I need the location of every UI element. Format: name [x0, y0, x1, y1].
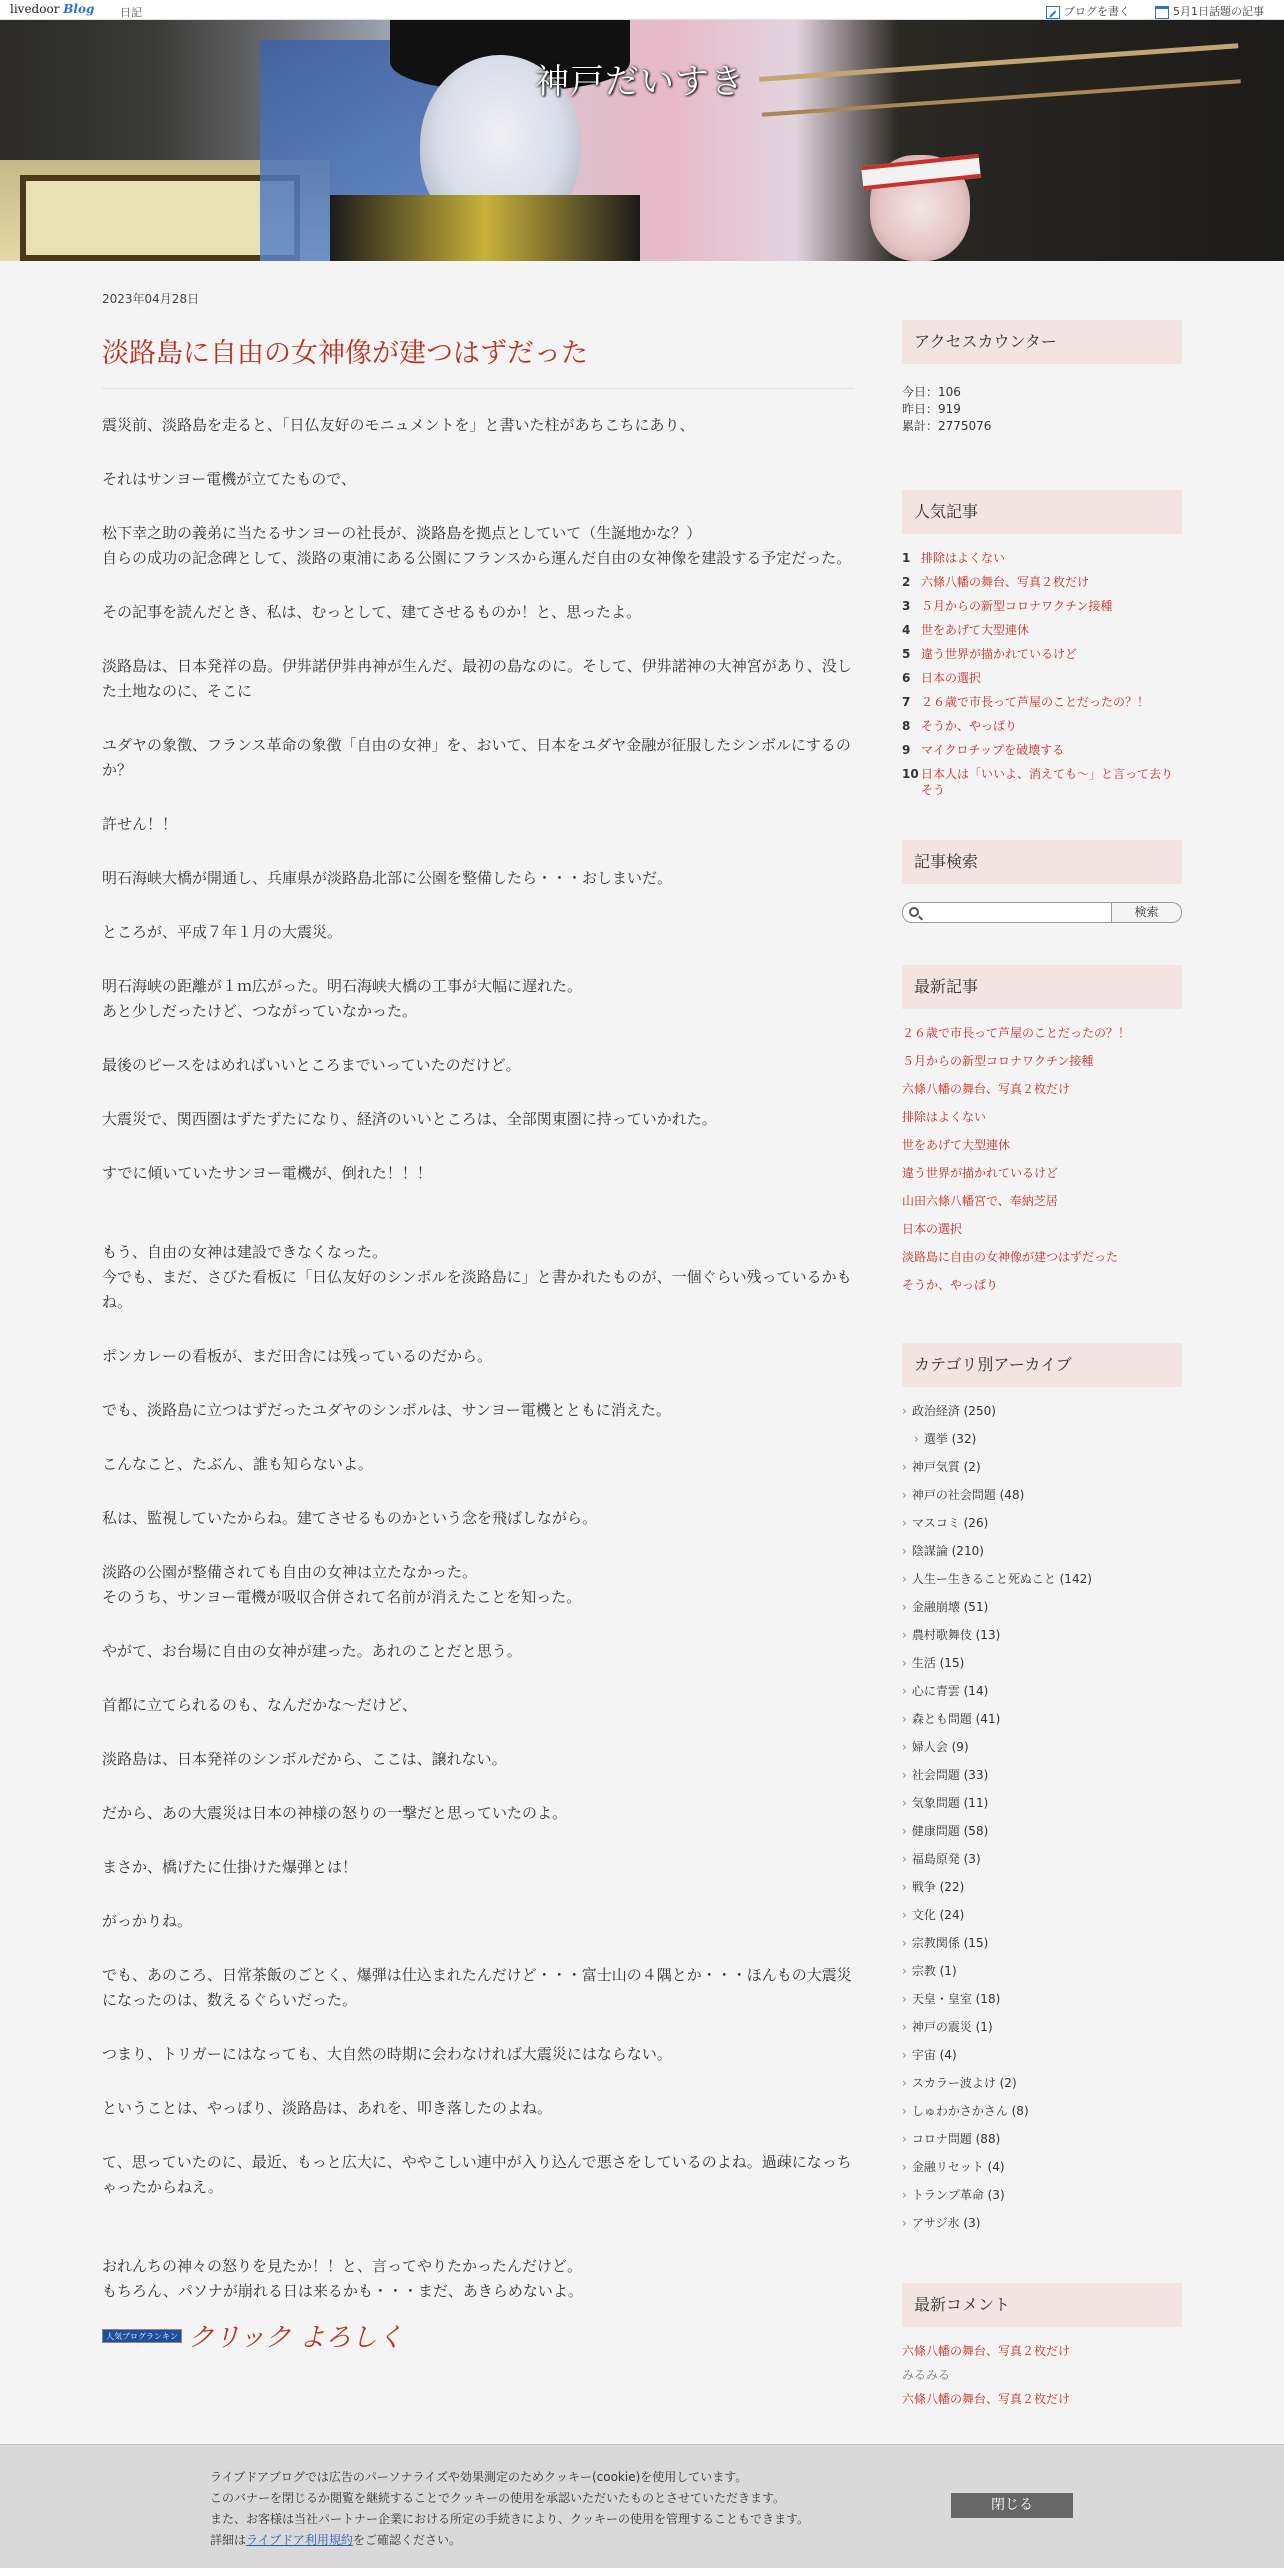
counter-today: 今日：106: [902, 385, 961, 399]
post-line: やがて、お台場に自由の女神が建った。あれのことだと思う。: [102, 1642, 522, 1660]
post-line: もう、自由の女神は建設できなくなった。: [102, 1243, 388, 1261]
post-paragraph: [102, 600, 854, 625]
search-icon: [909, 907, 919, 917]
post-line: 今でも、まだ、さびた看板に「日仏友好のシンボルを淡路島に」と書かれたものが、一個ぐらい残っているかもね。: [102, 1268, 852, 1311]
category-link[interactable]: › 人生ー生きること死ぬこと (142): [902, 1571, 1182, 1599]
latest-item-link[interactable]: 違う世界が描かれているけど: [902, 1166, 1059, 1180]
access-counter-title: アクセスカウンター: [902, 320, 1182, 364]
blog-header: [0, 20, 1284, 261]
rank-number: 6: [902, 671, 911, 685]
blog-title[interactable]: 神戸だいすき: [535, 62, 745, 102]
category-link[interactable]: › 農村歌舞伎 (13): [902, 1627, 1182, 1655]
counter-yesterday: 昨日：919: [902, 402, 961, 416]
popular-item-link[interactable]: そうか、やっぱり: [921, 719, 1018, 733]
latest-item-link[interactable]: 淡路島に自由の女神像が建つはずだった: [902, 1250, 1119, 1264]
post-paragraph: [102, 1398, 854, 1423]
post-paragraph: [102, 1452, 854, 1477]
category-link[interactable]: › アサジ氷 (3): [902, 2215, 1182, 2243]
post-paragraph: [102, 1240, 854, 1315]
post-line: おれんちの神々の怒りを見たか！！と、言ってやりたかったんだけど。: [102, 2257, 583, 2275]
comment-post-link-2[interactable]: 六條八幡の舞台、写真２枚だけ: [902, 2392, 1071, 2406]
post-line: でも、あのころ、日常茶飯のごとく、爆弾は仕込まれたんだけど・・・富士山の４隅とか・・・ほんもの大震災になったのは、数えるぐらいだった。: [102, 1966, 852, 2009]
popular-item[interactable]: [902, 622, 1182, 638]
comment-user: みるみる: [902, 2368, 951, 2382]
livedoor-blog-logo[interactable]: livedoor Blog: [10, 2, 95, 16]
post-line: その記事を読んだとき、私は、むっとして、建てさせるものか！と、思ったよ。: [102, 603, 642, 621]
category-link[interactable]: › 心に青雲 (14): [902, 1683, 1182, 1711]
diary-link[interactable]: 日記: [120, 6, 142, 19]
popular-item-link[interactable]: ２６歳で市長って芦屋のことだったの？！: [921, 695, 1150, 709]
post-line: だから、あの大震災は日本の神様の怒りの一撃だと思っていたのよ。: [102, 1804, 568, 1822]
post-paragraph: [102, 1855, 854, 1880]
popular-item[interactable]: [902, 574, 1182, 590]
category-section: [902, 1343, 1182, 2243]
search-input[interactable]: [902, 902, 1112, 923]
cookie-line-3: また、お客様は当社パートナー企業における所定の手続きにより、クッキーの使用を管理することもできます。: [210, 2512, 810, 2526]
comments-title: 最新コメント: [902, 2283, 1182, 2327]
post-paragraph: [102, 654, 854, 704]
header-photo-robe: [330, 195, 640, 261]
category-link[interactable]: › 金融リセット (4): [902, 2159, 1182, 2187]
category-link[interactable]: › 神戸の震災 (1): [902, 2019, 1182, 2047]
post-line: つまり、トリガーにはなっても、大自然の時期に会わなければ大震災にはならない。: [102, 2045, 672, 2063]
cookie-line-4: 詳細はライブドア利用規約をご確認ください。: [210, 2533, 461, 2547]
calendar-icon: [1155, 6, 1169, 19]
popular-item[interactable]: [902, 550, 1182, 566]
post-line: 松下幸之助の義弟に当たるサンヨーの社長が、淡路島を拠点としていて（生誕地かな？）: [102, 524, 702, 542]
post-body: [102, 413, 854, 2304]
post-line: 淡路島は、日本発祥のシンボルだから、ここは、譲れない。: [102, 1750, 507, 1768]
category-link[interactable]: › しゅわかさかさん (8): [902, 2103, 1182, 2131]
search-button[interactable]: 検索: [1112, 902, 1182, 923]
post-paragraph: [102, 1693, 854, 1718]
post-paragraph: [102, 1801, 854, 1826]
rank-number: 10: [902, 767, 919, 781]
latest-item-link[interactable]: 世をあげて大型連休: [902, 1138, 1011, 1152]
top-bar: [0, 0, 1284, 20]
write-blog-link[interactable]: ブログを書く: [1046, 3, 1130, 19]
header-photo-poles: [759, 43, 1241, 116]
ranking-badge[interactable]: 人気ブログランキング: [102, 2329, 182, 2343]
category-link[interactable]: › 福島原発 (3): [902, 1851, 1182, 1879]
latest-item-link[interactable]: 日本の選択: [902, 1222, 963, 1236]
post-paragraph: [102, 1639, 854, 1664]
popular-item-link[interactable]: 日本人は「いいよ、消えても～」と言って去りそう: [921, 767, 1174, 797]
category-link[interactable]: › 健康問題 (58): [902, 1823, 1182, 1851]
post-paragraph: [102, 521, 854, 571]
latest-item-link[interactable]: 山田六條八幡宮で、奉納芝居: [902, 1194, 1058, 1208]
popular-item-link[interactable]: 違う世界が描かれているけど: [921, 647, 1078, 661]
post-line: あと少しだったけど、つながっていなかった。: [102, 1002, 418, 1020]
rank-number: 7: [902, 695, 911, 709]
category-list: [902, 1403, 1182, 2243]
latest-item-link[interactable]: ５月からの新型コロナワクチン接種: [902, 1054, 1094, 1068]
post-line: 明石海峡大橋が開通し、兵庫県が淡路島北部に公園を整備したら・・・おしまいだ。: [102, 869, 673, 887]
search-form: [902, 902, 1182, 923]
post-line: ということは、やっぱり、淡路島は、あれを、叩き落したのよね。: [102, 2099, 553, 2117]
popular-item[interactable]: [902, 598, 1182, 614]
post-title[interactable]: 淡路島に自由の女神像が建つはずだった: [102, 331, 854, 389]
post-line: そのうち、サンヨー電機が吸収合併されて名前が消えたことを知った。: [102, 1588, 582, 1606]
post-line: 最後のピースをはめればいいところまでいっていたのだけど。: [102, 1056, 521, 1074]
access-counter-section: [902, 320, 1182, 435]
post-paragraph: [102, 812, 854, 837]
ranking-banner[interactable]: [102, 2317, 854, 2354]
post-line: 淡路の公園が整備されても自由の女神は立たなかった。: [102, 1563, 478, 1581]
post-paragraph: [102, 1963, 854, 2013]
category-link[interactable]: › 森とも問題 (41): [902, 1711, 1182, 1739]
cookie-banner: [0, 2444, 1284, 2568]
category-link[interactable]: › 天皇・皇室 (18): [902, 1991, 1182, 2019]
post-paragraph: [102, 1107, 854, 1132]
pencil-icon: [1046, 6, 1060, 19]
comment-post-link[interactable]: 六條八幡の舞台、写真２枚だけ: [902, 2344, 1071, 2358]
search-title: 記事検索: [902, 840, 1182, 884]
category-link[interactable]: › 政治経済 (250): [902, 1403, 1182, 1431]
post-line: こんなこと、たぶん、誰も知らないよ。: [102, 1455, 373, 1473]
category-link[interactable]: › 宗教関係 (15): [902, 1935, 1182, 1963]
category-link[interactable]: › 陰謀論 (210): [902, 1543, 1182, 1571]
post-paragraph: [102, 1344, 854, 1369]
category-link[interactable]: › 気象問題 (11): [902, 1795, 1182, 1823]
post-line: 私は、監視していたからね。建てさせるものかという念を飛ばしながら。: [102, 1509, 598, 1527]
popular-item-link[interactable]: 排除はよくない: [921, 551, 1006, 565]
popular-item[interactable]: [902, 718, 1182, 734]
search-section: [902, 840, 1182, 923]
rank-number: 4: [902, 623, 911, 637]
post-paragraph: [102, 2096, 854, 2121]
latest-item-link[interactable]: ２６歳で市長って芦屋のことだったの？！: [902, 1026, 1131, 1040]
post-line: 大震災で、関西圏はずたずたになり、経済のいいところは、全部関東圏に持っていかれた。: [102, 1110, 717, 1128]
post-paragraph: [102, 1560, 854, 1610]
category-link[interactable]: › 神戸の社会問題 (48): [902, 1487, 1182, 1515]
rank-number: 8: [902, 719, 911, 733]
cookie-text: [210, 2467, 809, 2551]
post-paragraph: [102, 920, 854, 945]
post-paragraph: [102, 866, 854, 891]
counter-total: 累計：2775076: [902, 419, 992, 433]
terms-link[interactable]: ライブドア利用規約: [246, 2533, 353, 2547]
popular-item[interactable]: [902, 742, 1182, 758]
category-link[interactable]: › 社会問題 (33): [902, 1767, 1182, 1795]
cookie-close-button[interactable]: 閉じる: [951, 2493, 1073, 2518]
latest-item-link[interactable]: 六條八幡の舞台、写真２枚だけ: [902, 1082, 1071, 1096]
category-link[interactable]: › 金融崩壊 (51): [902, 1599, 1182, 1627]
popular-list: [902, 550, 1182, 798]
category-link[interactable]: › 宇宙 (4): [902, 2047, 1182, 2075]
post-line: て、思っていたのに、最近、もっと広大に、ややこしい連中が入り込んで悪さをしているのよね。過疎になっちゃったからねえ。: [102, 2153, 852, 2196]
post-paragraph: [102, 467, 854, 492]
rank-number: 1: [902, 551, 911, 565]
popular-item-link[interactable]: 日本の選択: [921, 671, 982, 685]
post-line: 許せん！！: [102, 815, 178, 833]
post-paragraph: [102, 733, 854, 783]
post-paragraph: [102, 2042, 854, 2067]
category-link[interactable]: › 文化 (24): [902, 1907, 1182, 1935]
category-link[interactable]: › コロナ問題 (88): [902, 2131, 1182, 2159]
popular-item[interactable]: [902, 646, 1182, 662]
post-line: まさか、橋げたに仕掛けた爆弾とは！: [102, 1858, 358, 1876]
popular-item-link[interactable]: 世をあげて大型連休: [921, 623, 1030, 637]
category-link[interactable]: › マスコミ (26): [902, 1515, 1182, 1543]
post-line: 明石海峡の距離が１ｍ広がった。明石海峡大橋の工事が大幅に遅れた。: [102, 977, 583, 995]
ranking-click-text[interactable]: クリック よろしく: [188, 2323, 404, 2353]
category-link[interactable]: › 宗教 (1): [902, 1963, 1182, 1991]
latest-item-link[interactable]: 排除はよくない: [902, 1110, 987, 1124]
post-paragraph: [102, 413, 854, 438]
popular-item-link[interactable]: マイクロチップを破壊する: [921, 743, 1065, 757]
post-paragraph: [102, 1161, 854, 1186]
post-line: がっかりね。: [102, 1912, 193, 1930]
header-photo-panel: [20, 175, 300, 261]
post-line: ところが、平成７年１月の大震災。: [102, 923, 343, 941]
comments-list: [902, 2343, 1182, 2407]
category-link[interactable]: › 戦争 (22): [902, 1879, 1182, 1907]
comments-section: [902, 2283, 1182, 2407]
rank-number: 3: [902, 599, 911, 613]
popular-item-link[interactable]: 六條八幡の舞台、写真２枚だけ: [921, 575, 1090, 589]
access-counter: [902, 384, 1182, 435]
post-paragraph: [102, 1909, 854, 1934]
post-date: 2023年04月28日: [102, 292, 200, 306]
post-paragraph: [102, 1747, 854, 1772]
post-line: 自らの成功の記念碑として、淡路の東浦にある公園にフランスから運んだ自由の女神像を建設する予定だった。: [102, 549, 852, 567]
popular-item[interactable]: [902, 766, 1182, 798]
sidebar: [902, 320, 1182, 2407]
latest-list: [902, 1025, 1182, 1305]
post-line: もちろん、パソナが崩れる日は来るかも・・・まだ、あきらめないよ。: [102, 2282, 583, 2300]
popular-item[interactable]: [902, 670, 1182, 686]
category-link[interactable]: › 婦人会 (9): [902, 1739, 1182, 1767]
category-link[interactable]: › 生活 (15): [902, 1655, 1182, 1683]
latest-item-link[interactable]: そうか、やっぱり: [902, 1278, 999, 1292]
latest-title: 最新記事: [902, 965, 1182, 1009]
cookie-line-2: このバナーを閉じるか閲覧を継続することでクッキーの使用を承認いただいたものとさせていただきます。: [210, 2491, 786, 2505]
post-line: 震災前、淡路島を走ると、「日仏友好のモニュメントを」と書いた柱があちこちにあり、: [102, 416, 695, 434]
popular-title: 人気記事: [902, 490, 1182, 534]
post-line: それはサンヨー電機が立てたもので、: [102, 470, 356, 488]
post-paragraph: [102, 1506, 854, 1531]
popular-item[interactable]: [902, 694, 1182, 710]
category-link[interactable]: › スカラー波よけ (2): [902, 2075, 1182, 2103]
post-line: 首都に立てられるのも、なんだかな～だけど、: [102, 1696, 418, 1714]
post-paragraph: [102, 2254, 854, 2304]
category-title: カテゴリ別アーカイブ: [902, 1343, 1182, 1387]
post-paragraph: [102, 974, 854, 1024]
post-line: ユダヤの象徴、フランス革命の象徴「自由の女神」を、おいて、日本をユダヤ金融が征服したシンボルにするのか？: [102, 736, 851, 779]
rank-number: 9: [902, 743, 911, 757]
post-line: でも、淡路島に立つはずだったユダヤのシンボルは、サンヨー電機とともに消えた。: [102, 1401, 671, 1419]
main-article: [102, 290, 854, 2354]
rank-number: 5: [902, 647, 911, 661]
popular-section: [902, 490, 1182, 798]
category-link[interactable]: › トランプ革命 (3): [902, 2187, 1182, 2215]
post-line: ポンカレーの看板が、まだ田舎には残っているのだから。: [102, 1347, 493, 1365]
latest-section: [902, 965, 1182, 1305]
category-link[interactable]: › 神戸気質 (2): [902, 1459, 1182, 1487]
cookie-line-1: ライブドアブログでは広告のパーソナライズや効果測定のためクッキー(cookie)を使用しています。: [210, 2470, 748, 2484]
post-paragraph: [102, 2150, 854, 2200]
post-paragraph: [102, 1053, 854, 1078]
popular-item-link[interactable]: ５月からの新型コロナワクチン接種: [921, 599, 1113, 613]
post-line: すでに傾いていたサンヨー電機が、倒れた！！！: [102, 1164, 432, 1182]
rank-number: 2: [902, 575, 911, 589]
trending-link[interactable]: 5月1日話題の記事: [1155, 3, 1264, 19]
category-link[interactable]: › 選挙 (32): [902, 1431, 1182, 1459]
post-line: 淡路島は、日本発祥の島。伊弉諾伊弉冉神が生んだ、最初の島なのに。そして、伊弉諾神の大神宮があり、没した土地なのに、そこに: [102, 657, 852, 700]
